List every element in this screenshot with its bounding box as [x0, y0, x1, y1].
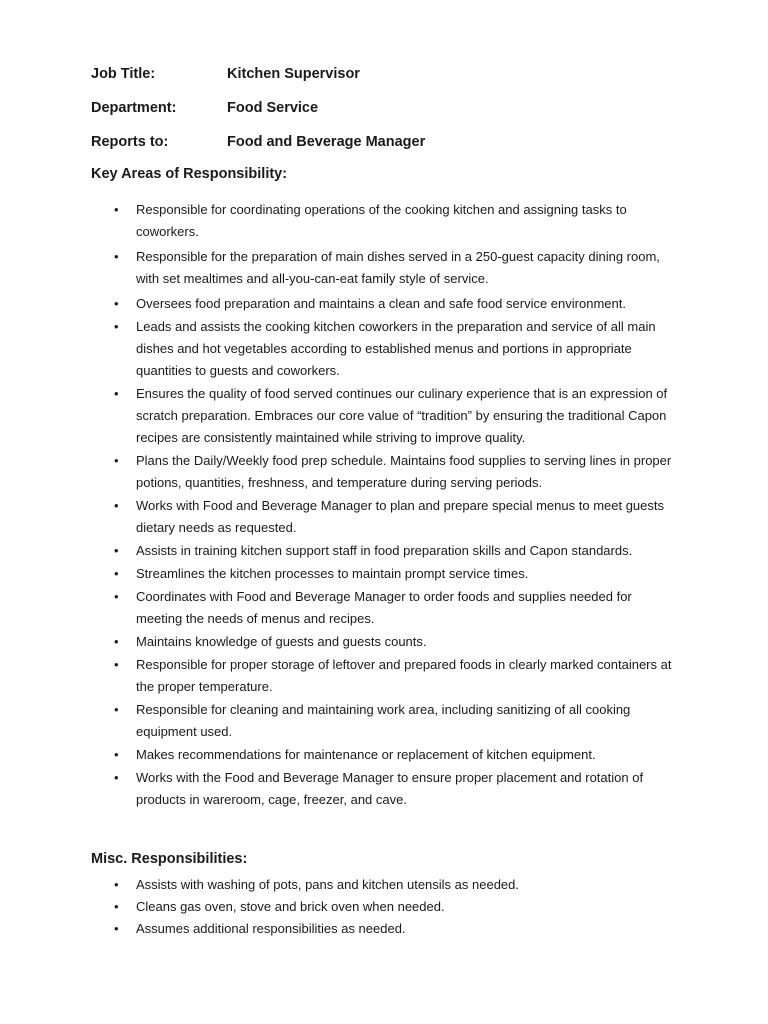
- list-item-text: Plans the Daily/Weekly food prep schedule. Maintains food supplies to serving lines in proper potions, quantities, freshness, and temperature during serving periods.: [136, 453, 672, 490]
- misc-responsibilities-list: [0, 874, 768, 940]
- department-value: Food Service: [227, 100, 319, 116]
- list-item: [0, 744, 768, 766]
- list-item: [0, 246, 768, 290]
- bullet-icon: •: [114, 296, 119, 311]
- bullet-icon: •: [114, 202, 119, 217]
- bullet-icon: •: [114, 386, 119, 401]
- list-item: [0, 540, 768, 562]
- job-title-row: [91, 66, 360, 82]
- list-item-text: Responsible for the preparation of main dishes served in a 250-guest capacity dining room, with set mealtimes and all-you-can-eat family style of service.: [136, 249, 660, 286]
- list-item-text: Ensures the quality of food served continues our culinary experience that is an expression of scratch preparation. Embraces our core value of “tradition” by ensuring the traditional Capon recipes are consistently maintained while striving to improve quality.: [136, 386, 668, 445]
- list-item: [0, 563, 768, 585]
- list-item: [0, 699, 768, 743]
- key-responsibilities-list: [0, 199, 768, 812]
- bullet-icon: •: [114, 657, 119, 672]
- list-item-text: Maintains knowledge of guests and guests counts.: [136, 634, 427, 649]
- job-title-value: Kitchen Supervisor: [227, 66, 360, 82]
- list-item-text: Cleans gas oven, stove and brick oven when needed.: [136, 899, 445, 914]
- list-item: [0, 450, 768, 494]
- key-areas-heading: Key Areas of Responsibility:: [91, 166, 288, 182]
- list-item: [0, 293, 768, 315]
- list-item-text: Works with the Food and Beverage Manager to ensure proper placement and rotation of products in wareroom, cage, freezer, and cave.: [136, 770, 644, 807]
- list-item-text: Assumes additional responsibilities as needed.: [136, 921, 406, 936]
- list-item-text: Responsible for coordinating operations of the cooking kitchen and assigning tasks to coworkers.: [136, 202, 627, 239]
- bullet-icon: •: [114, 770, 119, 785]
- bullet-icon: •: [114, 702, 119, 717]
- list-item-text: Streamlines the kitchen processes to maintain prompt service times.: [136, 566, 529, 581]
- list-item: [0, 383, 768, 449]
- list-item-text: Leads and assists the cooking kitchen coworkers in the preparation and service of all main dishes and hot vegetables according to established menus and portions in appropriate quantities to guests and coworkers.: [136, 319, 656, 378]
- list-item: [0, 316, 768, 382]
- bullet-icon: •: [114, 921, 119, 936]
- bullet-icon: •: [114, 319, 119, 334]
- list-item: [0, 896, 768, 918]
- list-item-text: Assists in training kitchen support staff in food preparation skills and Capon standards.: [136, 543, 633, 558]
- bullet-icon: •: [114, 747, 119, 762]
- list-item: [0, 767, 768, 811]
- bullet-icon: •: [114, 877, 119, 892]
- list-item: [0, 586, 768, 630]
- bullet-icon: •: [114, 899, 119, 914]
- department-label: Department:: [91, 100, 177, 116]
- list-item-text: Coordinates with Food and Beverage Manager to order foods and supplies needed for meeting the needs of menus and recipes.: [136, 589, 632, 626]
- list-item-text: Assists with washing of pots, pans and kitchen utensils as needed.: [136, 877, 519, 892]
- bullet-icon: •: [114, 566, 119, 581]
- reports-to-label: Reports to:: [91, 134, 169, 150]
- list-item: [0, 199, 768, 243]
- list-item-text: Responsible for cleaning and maintaining work area, including sanitizing of all cooking equipment used.: [136, 702, 631, 739]
- bullet-icon: •: [114, 249, 119, 264]
- department-row: [91, 100, 318, 116]
- list-item-text: Responsible for proper storage of leftover and prepared foods in clearly marked containers at the proper temperature.: [136, 657, 672, 694]
- bullet-icon: •: [114, 589, 119, 604]
- misc-heading: Misc. Responsibilities:: [91, 851, 248, 867]
- list-item: [0, 495, 768, 539]
- bullet-icon: •: [114, 543, 119, 558]
- list-item-text: Works with Food and Beverage Manager to plan and prepare special menus to meet guests dietary needs as requested.: [136, 498, 665, 535]
- bullet-icon: •: [114, 498, 119, 513]
- bullet-icon: •: [114, 453, 119, 468]
- job-title-label: Job Title:: [91, 66, 156, 82]
- reports-to-value: Food and Beverage Manager: [227, 134, 426, 150]
- list-item: [0, 631, 768, 653]
- reports-to-row: [91, 134, 425, 150]
- bullet-icon: •: [114, 634, 119, 649]
- list-item: [0, 874, 768, 896]
- list-item: [0, 918, 768, 940]
- list-item: [0, 654, 768, 698]
- list-item-text: Oversees food preparation and maintains a clean and safe food service environment.: [136, 296, 626, 311]
- list-item-text: Makes recommendations for maintenance or replacement of kitchen equipment.: [136, 747, 596, 762]
